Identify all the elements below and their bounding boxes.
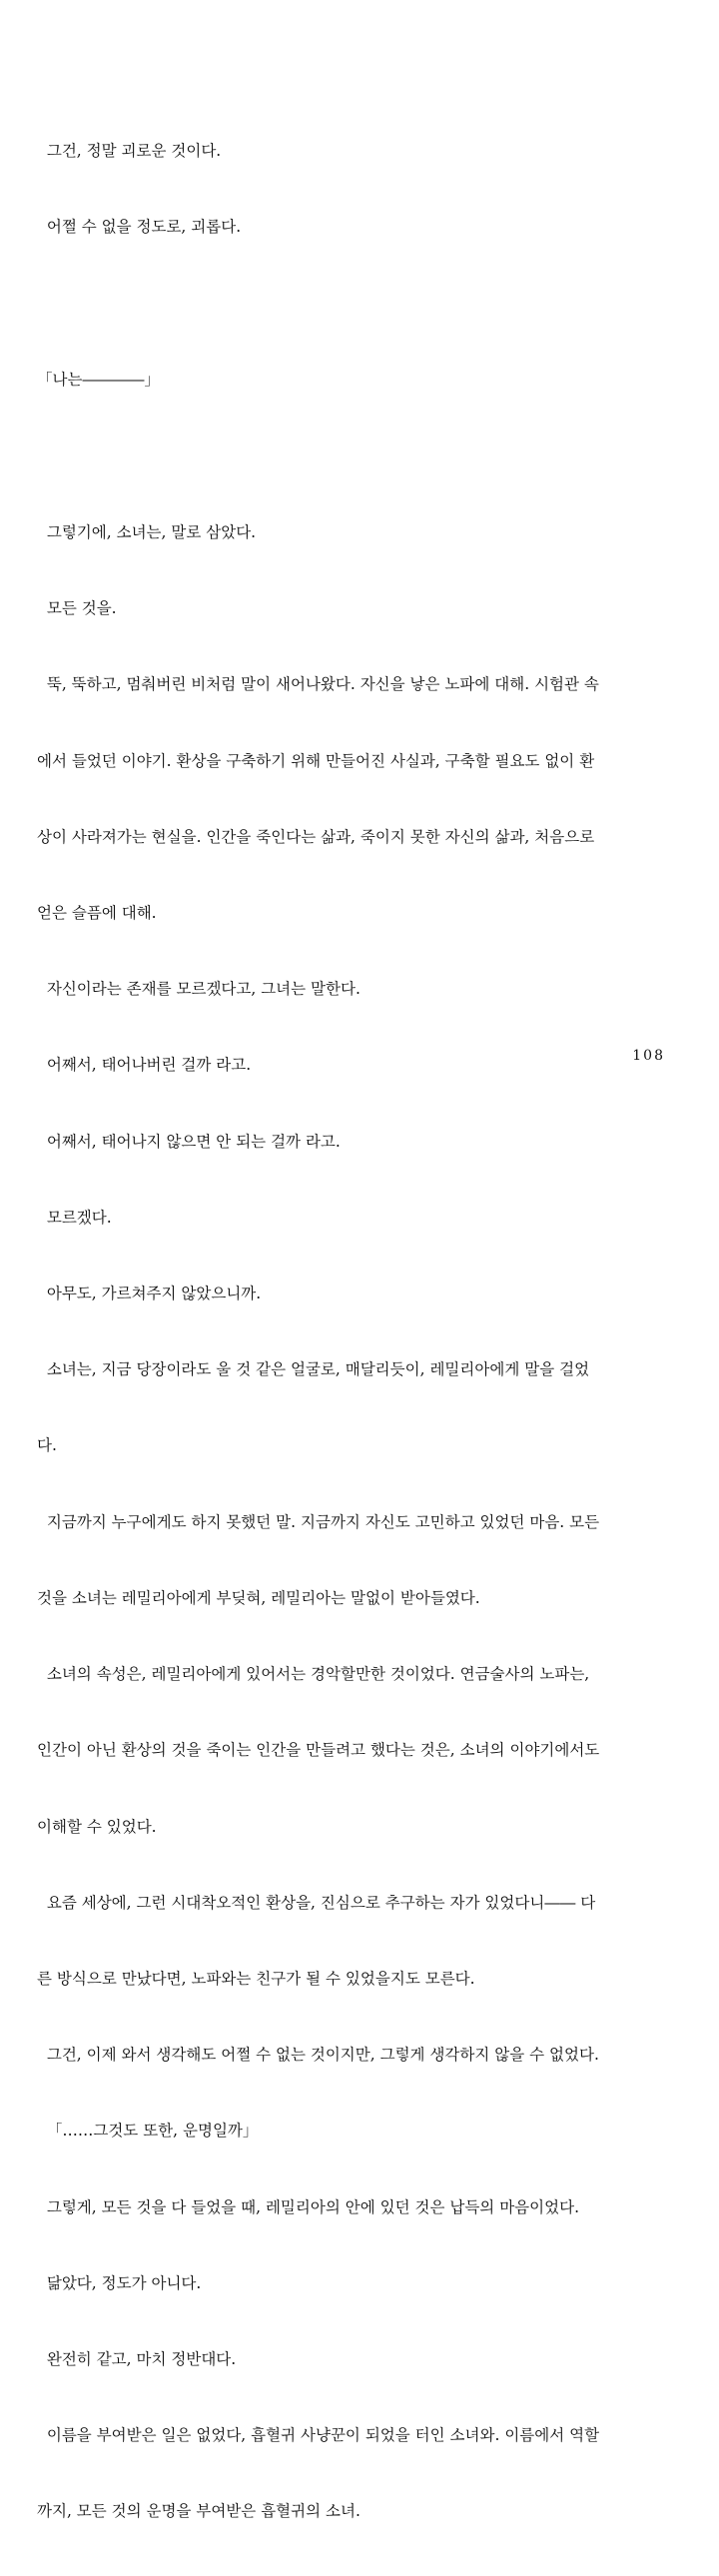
- text-line: 에서 들었던 이야기. 환상을 구축하기 위해 만들어진 사실과, 구축할 필요도 없이 환: [37, 751, 595, 770]
- text-line: 까지, 모든 것의 운명을 부여받은 흡혈귀의 소녀.: [37, 2502, 360, 2521]
- text-line: 아무도, 가르쳐주지 않았으니까.: [37, 1285, 262, 1303]
- page-number: 108: [632, 1048, 665, 1064]
- text-line: 완전히 같고, 마치 정반대다.: [37, 2349, 237, 2368]
- dialogue-line: 「나는――――」: [37, 371, 160, 390]
- text-line: 어째서, 태어나버린 걸까 라고.: [37, 1056, 252, 1075]
- dialogue-line: 「……그것도 또한, 운명일까」: [37, 2122, 259, 2141]
- text-line: 다.: [37, 1436, 57, 1455]
- text-line: 닮았다, 정도가 아니다.: [37, 2273, 202, 2292]
- text-line: 모든 것을.: [37, 599, 117, 618]
- text-line: 모르겠다.: [37, 1208, 112, 1227]
- text-line: 지금까지 누구에게도 하지 못했던 말. 지금까지 자신도 고민하고 있었던 마음. 모든: [37, 1512, 600, 1531]
- text-line: 자신이라는 존재를 모르겠다고, 그녀는 말한다.: [37, 980, 360, 999]
- text-line: 그렇기에, 소녀는, 말로 삼았다.: [37, 523, 257, 542]
- paragraph-gap: [37, 291, 676, 317]
- body-text: [37, 88, 676, 2576]
- text-line: 어째서, 태어나지 않으면 안 되는 걸까 라고.: [37, 1132, 341, 1151]
- text-line: 이해할 수 있었다.: [37, 1817, 157, 1836]
- text-line: 상이 사라져가는 현실을. 인간을 죽인다는 삶과, 죽이지 못한 자신의 삶과, 처음으로: [37, 827, 595, 846]
- text-line: 요즘 세상에, 그런 시대착오적인 환상을, 진심으로 추구하는 자가 있었다니―― 다: [37, 1893, 596, 1912]
- text-line: 그렇게, 모든 것을 다 들었을 때, 레밀리아의 안에 있던 것은 납득의 마음이었다.: [37, 2197, 579, 2216]
- text-line: 그건, 이제 와서 생각해도 어쩔 수 없는 것이지만, 그렇게 생각하지 않을 수 없었다.: [37, 2046, 599, 2065]
- text-line: 이름을 부여받은 일은 없었다, 흡혈귀 사냥꾼이 되었을 터인 소녀와. 이름에서 역할: [37, 2426, 600, 2445]
- text-line: 소녀의 속성은, 레밀리아에게 있어서는 경악할만한 것이었다. 연금술사의 노파는,: [37, 1665, 590, 1684]
- text-line: 뚝, 뚝하고, 멈춰버린 비처럼 말이 새어나왔다. 자신을 낳은 노파에 대해. 시험관 속: [37, 675, 599, 694]
- text-line: 어쩔 수 없을 정도로, 괴롭다.: [37, 218, 242, 237]
- text-line: 것을 소녀는 레밀리아에게 부딪혀, 레밀리아는 말없이 받아들였다.: [37, 1588, 480, 1607]
- text-line: 른 방식으로 만났다면, 노파와는 친구가 될 수 있었을지도 모른다.: [37, 1969, 475, 1988]
- text-line: 얻은 슬픔에 대해.: [37, 904, 157, 923]
- text-line: 그건, 정말 괴로운 것이다.: [37, 141, 222, 160]
- paragraph-gap: [37, 443, 676, 469]
- text-line: 인간이 아닌 환상의 것을 죽이는 인간을 만들려고 했다는 것은, 소녀의 이야기에서도: [37, 1741, 600, 1760]
- text-line: 소녀는, 지금 당장이라도 울 것 같은 얼굴로, 매달리듯이, 레밀리아에게 말을 걸었: [37, 1360, 590, 1379]
